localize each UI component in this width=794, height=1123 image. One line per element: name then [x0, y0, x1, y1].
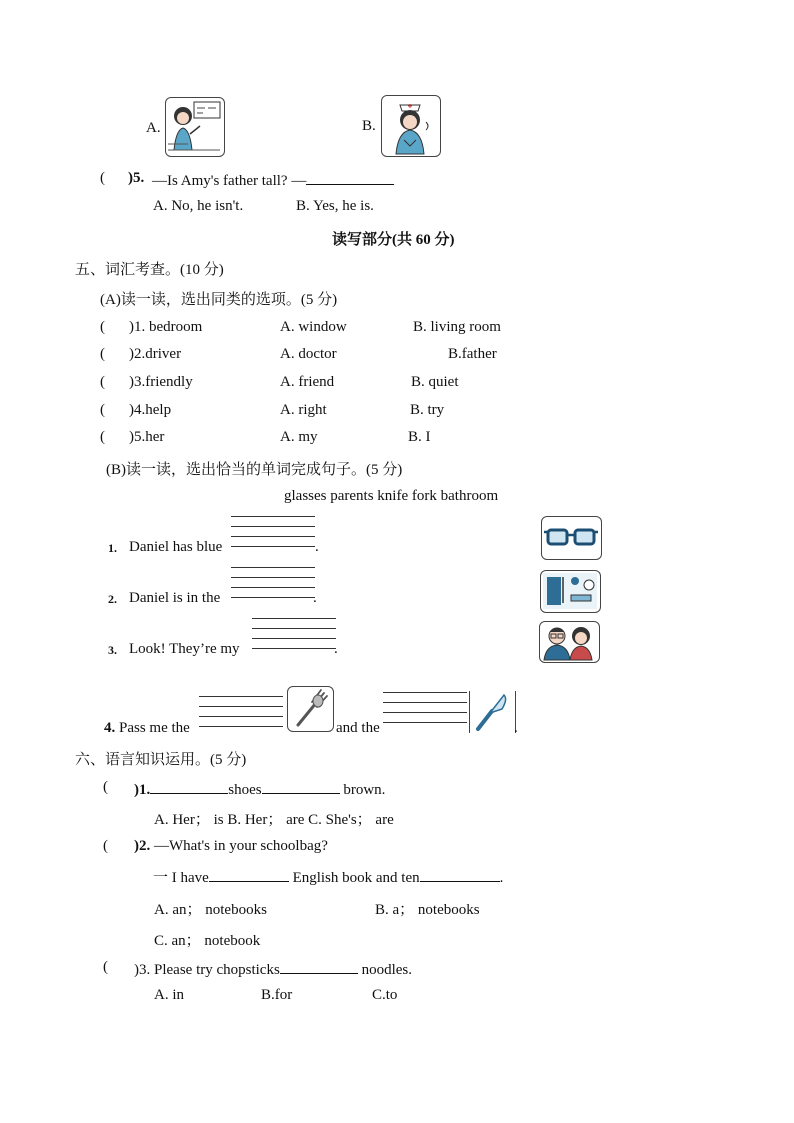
- q5-paren: (: [100, 170, 105, 186]
- s6-q2-number: )2.: [134, 838, 151, 854]
- b-q3-number: 3.: [108, 643, 117, 657]
- reading-writing-title: 读写部分(共 60 分): [332, 232, 455, 248]
- row-option-b: B. try: [410, 402, 445, 418]
- word-bank: glasses parents knife fork bathroom: [284, 488, 499, 504]
- row-option-b: B. I: [408, 429, 431, 445]
- q5-option-a: A. No, he isn't.: [153, 198, 244, 214]
- s6-q2-option-b: B. a； notebooks: [375, 902, 480, 918]
- answer-paren[interactable]: (: [100, 429, 105, 445]
- s6-q2-blank-2[interactable]: [420, 867, 500, 882]
- row-option-a: A. friend: [280, 374, 335, 390]
- row-question: )5.her: [129, 429, 165, 445]
- s6-q1-options: A. Her； is B. Her； are C. She's； are: [154, 812, 394, 828]
- b-q3-text: Look! They’re my: [129, 641, 240, 657]
- row-option-b: B. living room: [413, 319, 501, 335]
- b-q2-text: Daniel is in the: [129, 590, 221, 606]
- row-option-a: A. my: [280, 429, 318, 445]
- fork-icon: [287, 686, 334, 732]
- s6-q2-option-c: C. an； notebook: [154, 933, 261, 949]
- b-q4-number: 4.: [104, 720, 116, 736]
- section5-title: 五、词汇考查。(10 分): [75, 262, 224, 278]
- answer-paren[interactable]: (: [100, 319, 105, 335]
- b-q4-period: .: [514, 720, 518, 736]
- section6-title: 六、语言知识运用。(5 分): [75, 752, 247, 768]
- parents-icon: [539, 621, 600, 663]
- s6-q2-question-line: )2. —What's in your schoolbag?: [134, 838, 328, 854]
- b-q4-and-the: and the: [336, 720, 380, 736]
- row-question: )4.help: [129, 402, 172, 418]
- b-q2-period: .: [313, 590, 317, 606]
- answer-paren[interactable]: (: [100, 402, 105, 418]
- row-question: )3.friendly: [129, 374, 193, 390]
- b-q1-number: 1.: [108, 541, 117, 555]
- bathroom-icon: [540, 570, 601, 613]
- answer-paren[interactable]: (: [100, 374, 105, 390]
- row-option-a: A. doctor: [280, 346, 337, 362]
- nurse-icon: [381, 95, 441, 157]
- s6-q2-option-a: A. an； notebooks: [154, 902, 267, 918]
- part-b-title: (B)读一读，选出恰当的单词完成句子。(5 分): [106, 462, 403, 478]
- q5-number: )5.: [128, 170, 145, 186]
- b-q3-writing-lines[interactable]: [252, 618, 336, 658]
- glasses-icon: [541, 516, 602, 560]
- answer-paren[interactable]: (: [100, 346, 105, 362]
- s6-q1-blank-2[interactable]: [262, 779, 340, 794]
- row-option-a: A. right: [280, 402, 327, 418]
- b-q4-text: 4. Pass me the: [104, 720, 190, 736]
- b-q1-period: .: [315, 539, 319, 555]
- b-q2-number: 2.: [108, 592, 117, 606]
- q5-question: —Is Amy's father tall? —: [152, 170, 394, 190]
- b-q4-writing-lines-1[interactable]: [199, 696, 283, 736]
- s6-q1-number: )1.: [134, 782, 151, 798]
- s6-q3-option-b: B.for: [261, 987, 293, 1003]
- s6-q1-line: )1. shoes brown.: [134, 779, 385, 799]
- part-a-title: (A)读一读，选出同类的选项。(5 分): [100, 292, 338, 308]
- answer-paren[interactable]: (: [103, 959, 108, 975]
- row-option-b: B. quiet: [411, 374, 459, 390]
- s6-q3-option-a: A. in: [154, 987, 184, 1003]
- b-q3-period: .: [334, 641, 338, 657]
- b-q1-text: Daniel has blue: [129, 539, 223, 555]
- s6-q1-blank-1[interactable]: [150, 779, 228, 794]
- answer-paren[interactable]: (: [103, 779, 108, 795]
- option-b-label: B.: [362, 118, 376, 134]
- q5-option-b: B. Yes, he is.: [296, 198, 374, 214]
- s6-q2-answer-line: 一 I have English book and ten .: [153, 866, 503, 887]
- b-q2-writing-lines[interactable]: [231, 567, 315, 607]
- answer-paren[interactable]: (: [103, 838, 108, 854]
- s6-q3-blank[interactable]: [280, 959, 358, 974]
- b-q1-writing-lines[interactable]: [231, 516, 315, 556]
- s6-q3-option-c: C.to: [372, 987, 398, 1003]
- row-option-a: A. window: [280, 319, 347, 335]
- row-question: )2.driver: [129, 346, 182, 362]
- knife-icon: [469, 691, 516, 733]
- s6-q2-blank-1[interactable]: [209, 867, 289, 882]
- s6-q3-line: )3. Please try chopsticks noodles.: [134, 959, 412, 979]
- row-option-b: B.father: [448, 346, 497, 362]
- girl-at-board-icon: [165, 97, 225, 157]
- option-a-label: A.: [146, 120, 161, 136]
- b-q4-writing-lines-2[interactable]: [383, 692, 467, 732]
- row-question: )1. bedroom: [129, 319, 203, 335]
- q5-answer-blank[interactable]: [306, 170, 394, 185]
